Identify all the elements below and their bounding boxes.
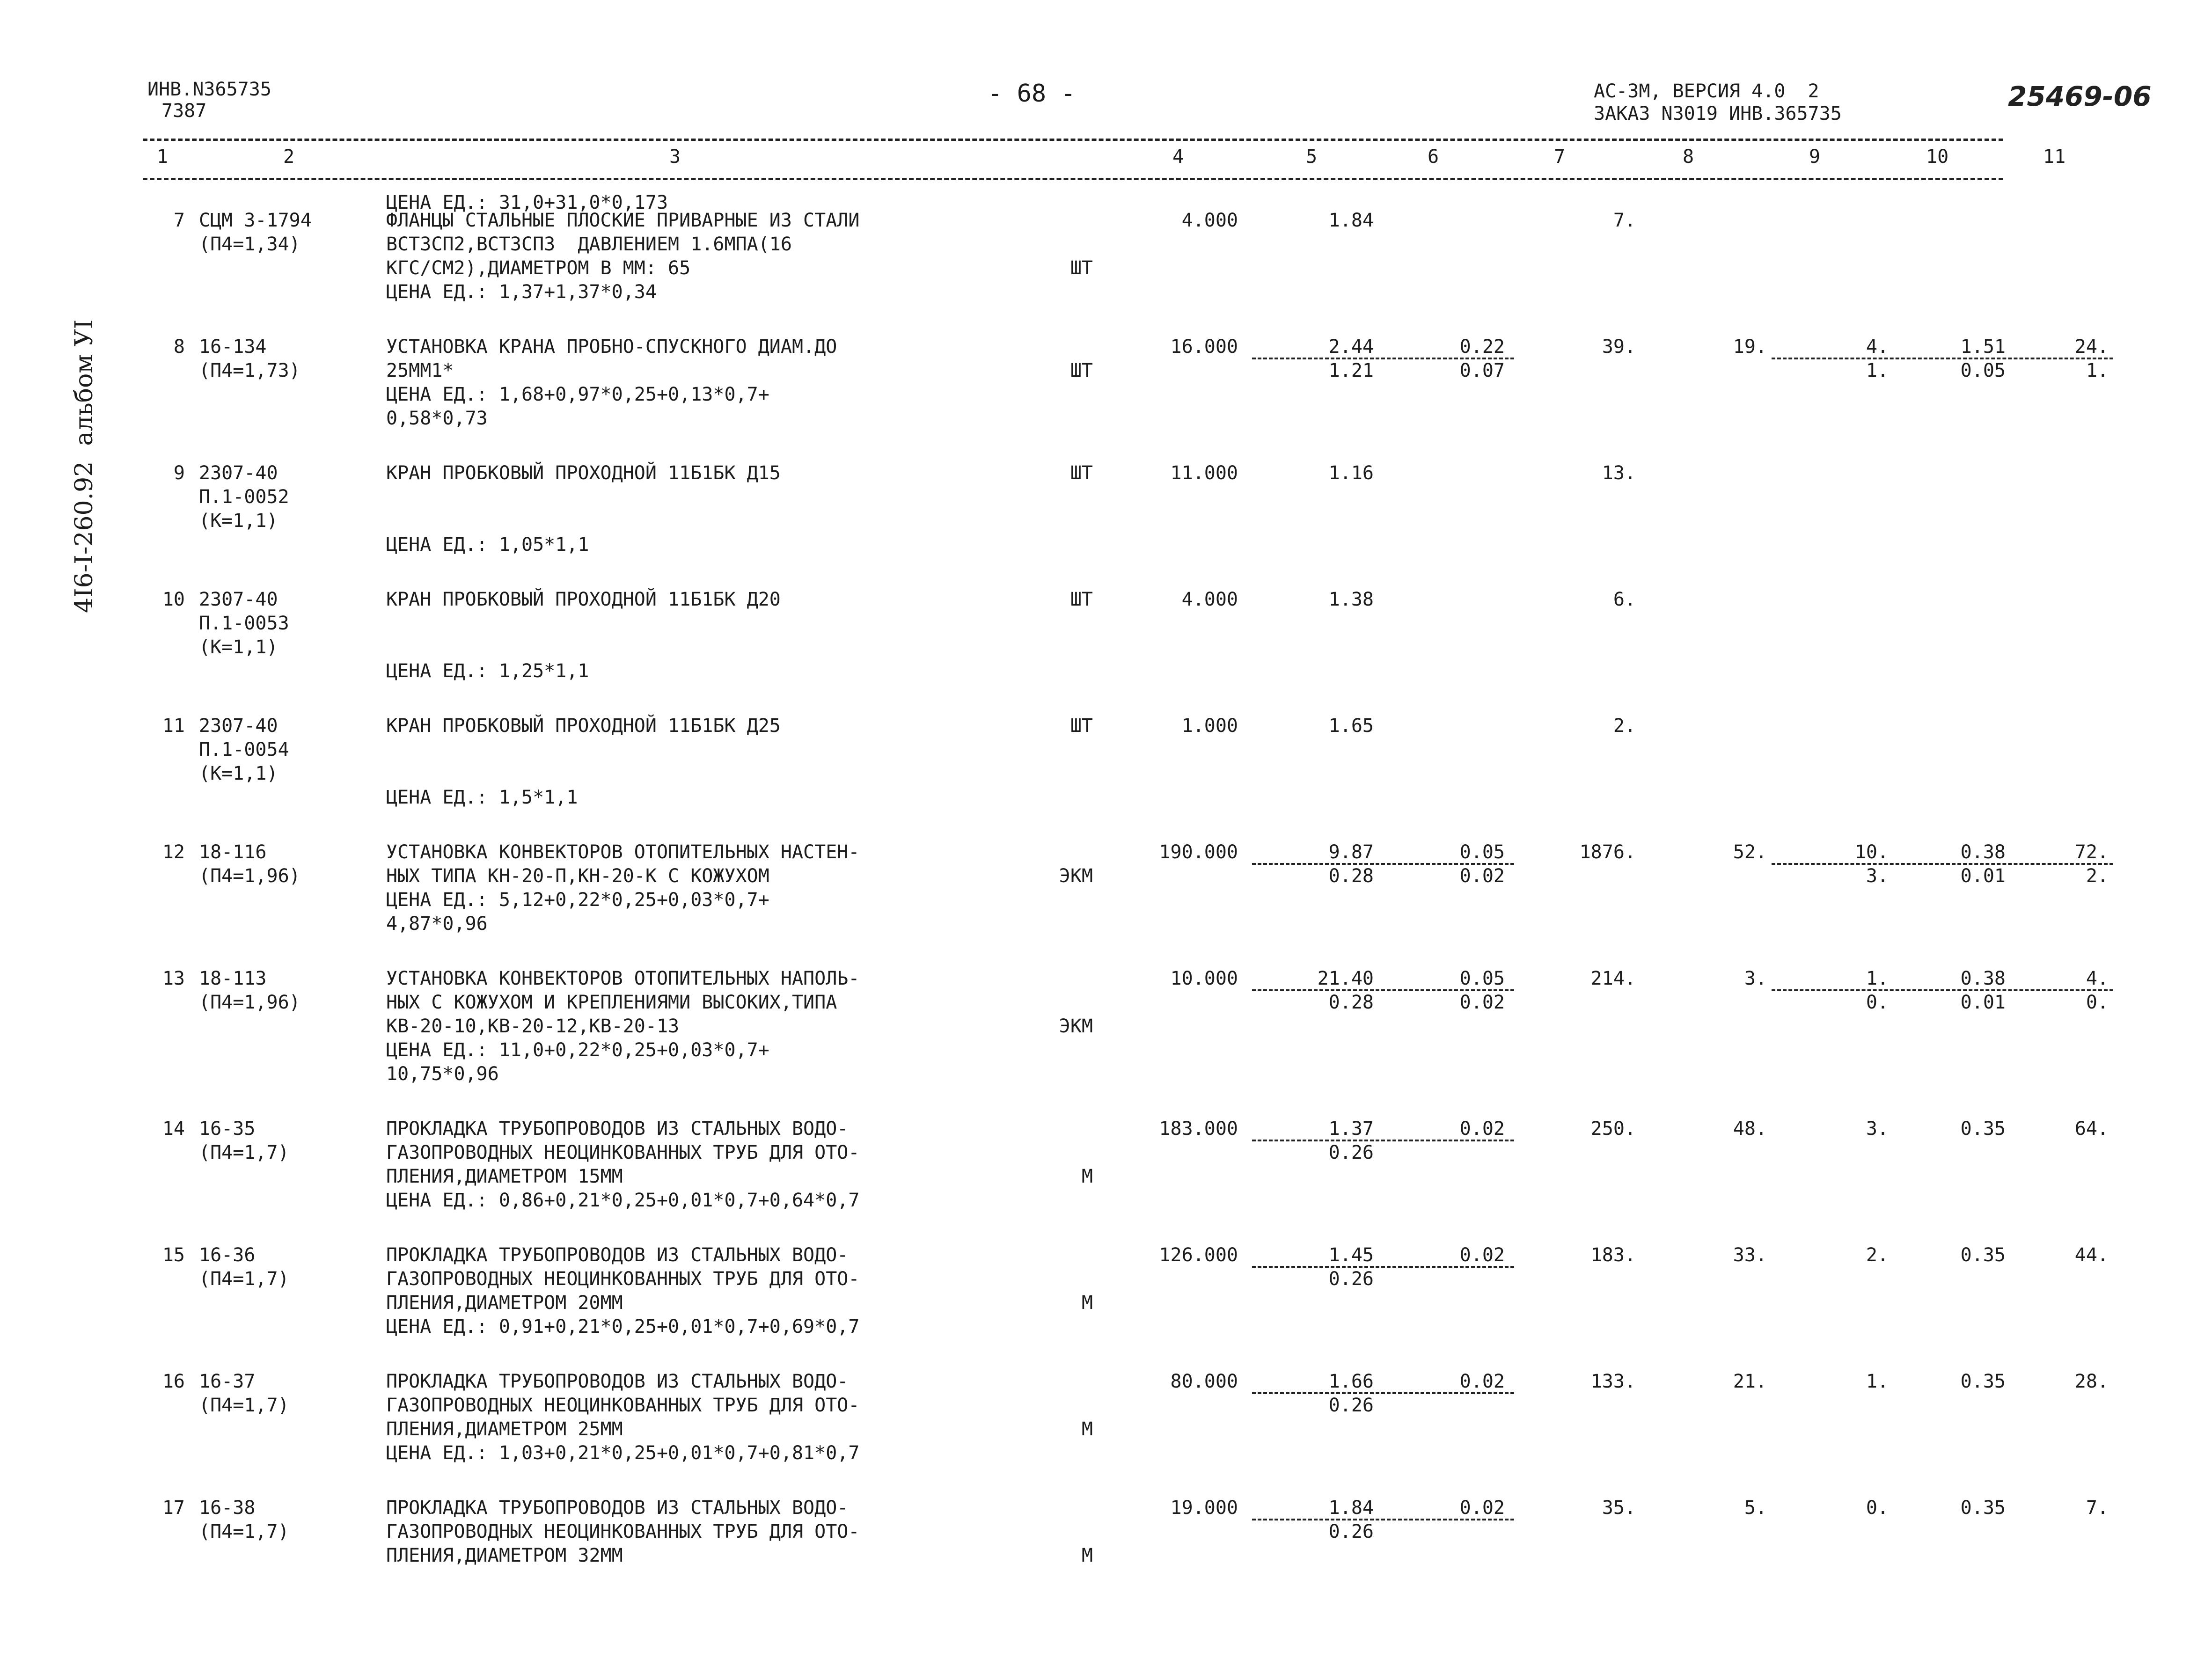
sub-value-5: 0.26 bbox=[1328, 1142, 1374, 1163]
value-col-7: 183. bbox=[1590, 1244, 1636, 1266]
row-number: 7 bbox=[173, 210, 185, 231]
sub-value-6: 0.02 bbox=[1459, 865, 1505, 887]
unit-price: ЦЕНА ЕД.: 11,0+0,22*0,25+0,03*0,7+ bbox=[386, 1039, 769, 1061]
column-number-row bbox=[143, 146, 2066, 174]
value-col-9: 10. bbox=[1854, 841, 1889, 863]
unit-price: ЦЕНА ЕД.: 0,86+0,21*0,25+0,01*0,7+0,64*0,7 bbox=[386, 1190, 860, 1211]
value-col-6: 0.02 bbox=[1459, 1244, 1505, 1266]
col-7: 7 bbox=[1554, 146, 1566, 168]
unit-price: 0,58*0,73 bbox=[386, 408, 488, 429]
col-1: 1 bbox=[157, 146, 168, 168]
value-col-7: 35. bbox=[1602, 1497, 1636, 1519]
unit-price: ЦЕНА ЕД.: 5,12+0,22*0,25+0,03*0,7+ bbox=[386, 889, 769, 911]
handwritten-stamp: 25469-06 bbox=[2008, 80, 2152, 112]
value-col-10: 0.35 bbox=[1960, 1244, 2006, 1266]
value-col-9: 1. bbox=[1866, 1371, 1889, 1392]
sub-value-5: 0.28 bbox=[1328, 992, 1374, 1013]
sub-value-5: 1.21 bbox=[1328, 360, 1374, 381]
sub-value-10: 0.01 bbox=[1960, 865, 2006, 887]
work-description: УСТАНОВКА КОНВЕКТОРОВ ОТОПИТЕЛЬНЫХ НАПОЛЬ- bbox=[386, 968, 860, 989]
unit-of-measure: ШТ bbox=[1070, 462, 1093, 484]
value-col-5: 1.66 bbox=[1328, 1371, 1374, 1392]
value-col-8: 3. bbox=[1744, 968, 1767, 989]
unit-of-measure: ШТ bbox=[1070, 589, 1093, 610]
quantity: 4.000 bbox=[1181, 210, 1238, 231]
row-number: 13 bbox=[162, 968, 185, 989]
value-col-8: 19. bbox=[1733, 336, 1767, 358]
col-4: 4 bbox=[1172, 146, 1184, 168]
work-description: ПЛЕНИЯ,ДИАМЕТРОМ 25ММ bbox=[386, 1418, 623, 1440]
work-description: ГАЗОПРОВОДНЫХ НЕОЦИНКОВАННЫХ ТРУБ ДЛЯ ОТО- bbox=[386, 1268, 860, 1290]
table-row bbox=[143, 576, 2003, 702]
quantity: 19.000 bbox=[1170, 1497, 1238, 1519]
value-col-7: 250. bbox=[1590, 1118, 1636, 1140]
norm-code: (П4=1,96) bbox=[199, 992, 300, 1013]
unit-of-measure: ШТ bbox=[1070, 360, 1093, 381]
col-10: 10 bbox=[1926, 146, 1949, 168]
sub-divider bbox=[1252, 1519, 1514, 1520]
col-9: 9 bbox=[1809, 146, 1821, 168]
sub-value-11: 1. bbox=[2086, 360, 2109, 381]
sub-divider-right bbox=[1772, 863, 2113, 865]
norm-code: СЦМ 3-1794 bbox=[199, 210, 312, 231]
unit-of-measure: М bbox=[1081, 1545, 1093, 1566]
table-row bbox=[143, 1358, 2109, 1484]
work-description: ГАЗОПРОВОДНЫХ НЕОЦИНКОВАННЫХ ТРУБ ДЛЯ ОТО- bbox=[386, 1395, 860, 1416]
quantity: 16.000 bbox=[1170, 336, 1238, 358]
work-description: ПРОКЛАДКА ТРУБОПРОВОДОВ ИЗ СТАЛЬНЫХ ВОДО- bbox=[386, 1244, 849, 1266]
work-description: КРАН ПРОБКОВЫЙ ПРОХОДНОЙ 11Б1БК Д15 bbox=[386, 462, 781, 484]
work-description: КВ-20-10,КВ-20-12,КВ-20-13 bbox=[386, 1016, 680, 1037]
value-col-11: 72. bbox=[2074, 841, 2109, 863]
work-description: ПРОКЛАДКА ТРУБОПРОВОДОВ ИЗ СТАЛЬНЫХ ВОДО- bbox=[386, 1371, 849, 1392]
value-col-5: 9.87 bbox=[1328, 841, 1374, 863]
work-description: ПРОКЛАДКА ТРУБОПРОВОДОВ ИЗ СТАЛЬНЫХ ВОДО- bbox=[386, 1118, 849, 1140]
value-col-7: 133. bbox=[1590, 1371, 1636, 1392]
side-annotation: 4I6-I-260.92 альбом УI bbox=[70, 319, 98, 613]
work-description: ПЛЕНИЯ,ДИАМЕТРОМ 15ММ bbox=[386, 1166, 623, 1187]
value-col-7: 7. bbox=[1613, 210, 1636, 231]
unit-price: 4,87*0,96 bbox=[386, 913, 488, 935]
sub-value-11: 0. bbox=[2086, 992, 2109, 1013]
col-5: 5 bbox=[1306, 146, 1318, 168]
norm-code: (П4=1,96) bbox=[199, 865, 300, 887]
value-col-7: 13. bbox=[1602, 462, 1636, 484]
norm-code: П.1-0052 bbox=[199, 486, 289, 508]
value-col-8: 5. bbox=[1744, 1497, 1767, 1519]
unit-of-measure: ШТ bbox=[1070, 715, 1093, 737]
value-col-8: 52. bbox=[1733, 841, 1767, 863]
work-description: КРАН ПРОБКОВЫЙ ПРОХОДНОЙ 11Б1БК Д20 bbox=[386, 589, 781, 610]
table-row bbox=[143, 1231, 2109, 1358]
sub-divider bbox=[1252, 1266, 1514, 1268]
sub-divider bbox=[1252, 358, 1514, 359]
sub-value-11: 2. bbox=[2086, 865, 2109, 887]
sub-divider bbox=[1252, 1392, 1514, 1394]
norm-code: 16-38 bbox=[199, 1497, 256, 1519]
norm-code: 16-37 bbox=[199, 1371, 256, 1392]
value-col-8: 48. bbox=[1733, 1118, 1767, 1140]
norm-code: 2307-40 bbox=[199, 715, 278, 737]
quantity: 11.000 bbox=[1170, 462, 1238, 484]
row-number: 17 bbox=[162, 1497, 185, 1519]
value-col-7: 1876. bbox=[1579, 841, 1636, 863]
unit-price: ЦЕНА ЕД.: 1,37+1,37*0,34 bbox=[386, 281, 657, 303]
value-col-5: 1.37 bbox=[1328, 1118, 1374, 1140]
norm-code: 16-35 bbox=[199, 1118, 256, 1140]
quantity: 4.000 bbox=[1181, 589, 1238, 610]
quantity: 190.000 bbox=[1159, 841, 1238, 863]
estimate-entries bbox=[143, 197, 2109, 1586]
work-description: ФЛАНЦЫ СТАЛЬНЫЕ ПЛОСКИЕ ПРИВАРНЫЕ ИЗ СТАЛИ bbox=[386, 210, 860, 231]
inventory-number: ИНВ.N365735 bbox=[147, 79, 271, 100]
sub-value-9: 0. bbox=[1866, 992, 1889, 1013]
norm-code: (К=1,1) bbox=[199, 763, 278, 784]
quantity: 1.000 bbox=[1181, 715, 1238, 737]
col-8: 8 bbox=[1683, 146, 1694, 168]
norm-code: (П4=1,34) bbox=[199, 234, 300, 255]
value-col-6: 0.22 bbox=[1459, 336, 1505, 358]
table-row bbox=[143, 449, 2003, 576]
value-col-11: 7. bbox=[2086, 1497, 2109, 1519]
norm-code: (К=1,1) bbox=[199, 510, 278, 532]
value-col-10: 0.35 bbox=[1960, 1497, 2006, 1519]
row-number: 11 bbox=[162, 715, 185, 737]
unit-price: ЦЕНА ЕД.: 1,05*1,1 bbox=[386, 534, 589, 555]
table-row bbox=[143, 323, 2109, 449]
value-col-11: 4. bbox=[2086, 968, 2109, 989]
work-description: НЫХ ТИПА КН-20-П,КН-20-К С КОЖУХОМ bbox=[386, 865, 769, 887]
norm-code: 2307-40 bbox=[199, 462, 278, 484]
quantity: 80.000 bbox=[1170, 1371, 1238, 1392]
sub-value-5: 0.26 bbox=[1328, 1521, 1374, 1542]
value-col-5: 1.65 bbox=[1328, 715, 1374, 737]
value-col-9: 4. bbox=[1866, 336, 1889, 358]
header-rule-bottom bbox=[143, 178, 2003, 180]
norm-code: (П4=1,7) bbox=[199, 1142, 289, 1163]
sub-divider bbox=[1252, 989, 1514, 991]
value-col-10: 0.38 bbox=[1960, 841, 2006, 863]
table-row bbox=[143, 1105, 2109, 1231]
value-col-8: 33. bbox=[1733, 1244, 1767, 1266]
norm-code: 18-116 bbox=[199, 841, 267, 863]
sub-value-10: 0.01 bbox=[1960, 992, 2006, 1013]
value-col-5: 2.44 bbox=[1328, 336, 1374, 358]
sub-divider bbox=[1252, 1140, 1514, 1141]
value-col-6: 0.02 bbox=[1459, 1371, 1505, 1392]
sub-value-6: 0.02 bbox=[1459, 992, 1505, 1013]
value-col-7: 6. bbox=[1613, 589, 1636, 610]
unit-of-measure: ЭКМ bbox=[1059, 1016, 1093, 1037]
work-description: НЫХ С КОЖУХОМ И КРЕПЛЕНИЯМИ ВЫСОКИХ,ТИПА bbox=[386, 992, 837, 1013]
sub-divider-right bbox=[1772, 358, 2113, 359]
sub-value-5: 0.28 bbox=[1328, 865, 1374, 887]
row-number: 14 bbox=[162, 1118, 185, 1140]
value-col-10: 0.38 bbox=[1960, 968, 2006, 989]
work-description: КГС/СМ2),ДИАМЕТРОМ В ММ: 65 bbox=[386, 257, 691, 279]
unit-price: 10,75*0,96 bbox=[386, 1063, 499, 1085]
unit-of-measure: М bbox=[1081, 1166, 1093, 1187]
value-col-7: 214. bbox=[1590, 968, 1636, 989]
unit-of-measure: М bbox=[1081, 1292, 1093, 1314]
value-col-10: 0.35 bbox=[1960, 1371, 2006, 1392]
value-col-6: 0.02 bbox=[1459, 1497, 1505, 1519]
value-col-5: 1.16 bbox=[1328, 462, 1374, 484]
norm-code: (П4=1,7) bbox=[199, 1268, 289, 1290]
table-row bbox=[143, 197, 2003, 323]
work-description: ПЛЕНИЯ,ДИАМЕТРОМ 32ММ bbox=[386, 1545, 623, 1566]
quantity: 183.000 bbox=[1159, 1118, 1238, 1140]
work-description: КРАН ПРОБКОВЫЙ ПРОХОДНОЙ 11Б1БК Д25 bbox=[386, 715, 781, 737]
norm-code: П.1-0053 bbox=[199, 613, 289, 634]
norm-code: 16-134 bbox=[199, 336, 267, 358]
value-col-10: 0.35 bbox=[1960, 1118, 2006, 1140]
work-description: ГАЗОПРОВОДНЫХ НЕОЦИНКОВАННЫХ ТРУБ ДЛЯ ОТО- bbox=[386, 1521, 860, 1542]
value-col-7: 2. bbox=[1613, 715, 1636, 737]
value-col-5: 1.84 bbox=[1328, 210, 1374, 231]
value-col-11: 28. bbox=[2074, 1371, 2109, 1392]
norm-code: (П4=1,7) bbox=[199, 1521, 289, 1542]
work-description: ПЛЕНИЯ,ДИАМЕТРОМ 20ММ bbox=[386, 1292, 623, 1314]
norm-code: (К=1,1) bbox=[199, 636, 278, 658]
value-col-5: 21.40 bbox=[1317, 968, 1374, 989]
norm-code: (П4=1,7) bbox=[199, 1395, 289, 1416]
sub-value-5: 0.26 bbox=[1328, 1268, 1374, 1290]
value-col-5: 1.38 bbox=[1328, 589, 1374, 610]
table-row bbox=[143, 702, 2003, 828]
unit-price: ЦЕНА ЕД.: 1,68+0,97*0,25+0,13*0,7+ bbox=[386, 384, 769, 405]
row-number: 12 bbox=[162, 841, 185, 863]
sub-divider bbox=[1252, 863, 1514, 865]
col-11: 11 bbox=[2043, 146, 2066, 168]
value-col-5: 1.45 bbox=[1328, 1244, 1374, 1266]
unit-price: ЦЕНА ЕД.: 1,03+0,21*0,25+0,01*0,7+0,81*0,7 bbox=[386, 1442, 860, 1464]
table-row bbox=[143, 955, 2109, 1105]
work-description: УСТАНОВКА КРАНА ПРОБНО-СПУСКНОГО ДИАМ.ДО bbox=[386, 336, 837, 358]
work-description: ВСТ3СП2,ВСТ3СП3 ДАВЛЕНИЕМ 1.6МПА(16 bbox=[386, 234, 792, 255]
program-version: АС-3М, ВЕРСИЯ 4.0 2 bbox=[1594, 80, 1819, 102]
col-3: 3 bbox=[669, 146, 681, 168]
row-number: 16 bbox=[162, 1371, 185, 1392]
row-number: 15 bbox=[162, 1244, 185, 1266]
top-price-line: ЦЕНА ЕД.: 31,0+31,0*0,173 bbox=[386, 192, 668, 213]
work-description: УСТАНОВКА КОНВЕКТОРОВ ОТОПИТЕЛЬНЫХ НАСТЕН- bbox=[386, 841, 860, 863]
norm-code: (П4=1,73) bbox=[199, 360, 300, 381]
quantity: 10.000 bbox=[1170, 968, 1238, 989]
value-col-11: 24. bbox=[2074, 336, 2109, 358]
unit-of-measure: М bbox=[1081, 1418, 1093, 1440]
work-description: 25ММ1* bbox=[386, 360, 454, 381]
unit-of-measure: ШТ bbox=[1070, 257, 1093, 279]
unit-price: ЦЕНА ЕД.: 0,91+0,21*0,25+0,01*0,7+0,69*0,7 bbox=[386, 1316, 860, 1337]
row-number: 9 bbox=[173, 462, 185, 484]
norm-code: 2307-40 bbox=[199, 589, 278, 610]
work-description: ГАЗОПРОВОДНЫХ НЕОЦИНКОВАННЫХ ТРУБ ДЛЯ ОТО- bbox=[386, 1142, 860, 1163]
value-col-11: 64. bbox=[2074, 1118, 2109, 1140]
header-rule-top bbox=[143, 139, 2003, 141]
value-col-6: 0.02 bbox=[1459, 1118, 1505, 1140]
value-col-10: 1.51 bbox=[1960, 336, 2006, 358]
quantity: 126.000 bbox=[1159, 1244, 1238, 1266]
unit-price: ЦЕНА ЕД.: 1,25*1,1 bbox=[386, 660, 589, 682]
value-col-8: 21. bbox=[1733, 1371, 1767, 1392]
norm-code: 16-36 bbox=[199, 1244, 256, 1266]
page-number: - 68 - bbox=[988, 80, 1076, 108]
sub-value-10: 0.05 bbox=[1960, 360, 2006, 381]
value-col-6: 0.05 bbox=[1459, 968, 1505, 989]
work-description: ПРОКЛАДКА ТРУБОПРОВОДОВ ИЗ СТАЛЬНЫХ ВОДО- bbox=[386, 1497, 849, 1519]
unit-of-measure: ЭКМ bbox=[1059, 865, 1093, 887]
value-col-6: 0.05 bbox=[1459, 841, 1505, 863]
sub-value-6: 0.07 bbox=[1459, 360, 1505, 381]
table-row bbox=[143, 828, 2109, 955]
sub-value-9: 3. bbox=[1866, 865, 1889, 887]
value-col-9: 2. bbox=[1866, 1244, 1889, 1266]
sub-divider-right bbox=[1772, 989, 2113, 991]
sub-value-9: 1. bbox=[1866, 360, 1889, 381]
row-number: 10 bbox=[162, 589, 185, 610]
norm-code: 18-113 bbox=[199, 968, 267, 989]
col-2: 2 bbox=[283, 146, 295, 168]
value-col-9: 0. bbox=[1866, 1497, 1889, 1519]
table-row bbox=[143, 1484, 2109, 1586]
order-number: ЗАКАЗ N3019 ИНВ.365735 bbox=[1594, 103, 1842, 124]
sub-number: 7387 bbox=[161, 100, 207, 122]
value-col-9: 3. bbox=[1866, 1118, 1889, 1140]
value-col-11: 44. bbox=[2074, 1244, 2109, 1266]
norm-code: П.1-0054 bbox=[199, 739, 289, 760]
value-col-9: 1. bbox=[1866, 968, 1889, 989]
value-col-5: 1.84 bbox=[1328, 1497, 1374, 1519]
row-number: 8 bbox=[173, 336, 185, 358]
value-col-7: 39. bbox=[1602, 336, 1636, 358]
sub-value-5: 0.26 bbox=[1328, 1395, 1374, 1416]
col-6: 6 bbox=[1428, 146, 1439, 168]
unit-price: ЦЕНА ЕД.: 1,5*1,1 bbox=[386, 787, 578, 808]
